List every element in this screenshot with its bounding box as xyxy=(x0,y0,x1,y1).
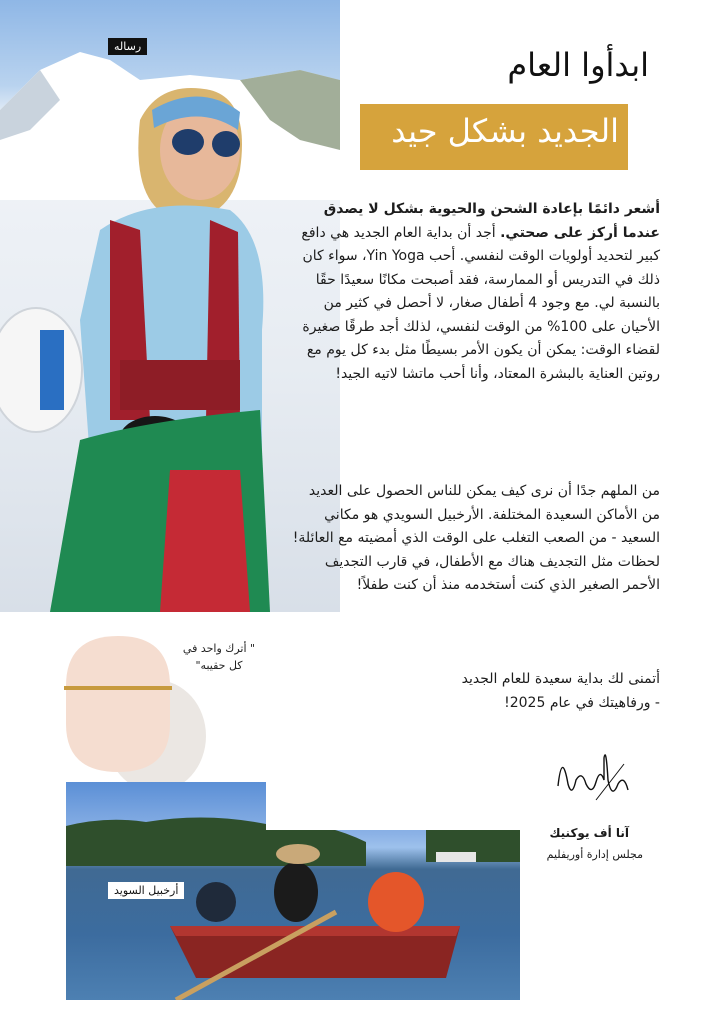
jar-caption: " أترك واحد في كل حقيبه" xyxy=(182,642,256,672)
hero-photo xyxy=(0,0,340,612)
page-title: ابدأوا العام xyxy=(507,46,649,84)
closing-line-1: أتمنى لك بداية سعيدة للعام الجديد xyxy=(461,671,660,687)
photo-tag: أرخبيل السويد xyxy=(108,882,184,899)
handwritten-signature xyxy=(552,740,632,816)
paragraph-lead: أشعر دائمًا بإعادة الشحن والحيوية بشكل لا يصدق عندما أركز على صحتي. xyxy=(323,201,660,241)
closing-line-2: - ورفاهيتك في عام 2025! xyxy=(504,694,660,711)
photo-tag: رساله xyxy=(108,38,147,55)
paragraph-body: أجد أن بداية العام الجديد هي دافع كبير لتحديد أولويات الوقت لنفسي. أحب Yin Yoga، سواء كان ذلك في التدريس أو الممارسة، فقد أصبحت مكانًا سعيدًا حقًا بالنسبة لي. مع وجود 4 أطفال صغار، لا أحصل في كثير من الأحيان على 100% من الوقت لنفسي، لذلك أجد طرقًا صغيرة لقضاء الوقت: يمكن أن يكون الأمر بسيطًا مثل بدء كل يوم مع روتين العناية بالبشرة المعتاد، وأنا أحب ماتشا لاتيه الجيد! xyxy=(301,224,660,382)
signature-role: مجلس إدارة أوريفليم xyxy=(546,848,643,861)
article-paragraph-2: من الملهم جدًا أن نرى كيف يمكن للناس الحصول على العديد من الأماكن السعيدة المختلفة. الأرخبيل السويدي هو مكاني السعيد - من الصعب التغلب على الوقت الذي أمضيته مع العائلة! لحظات مثل التجديف هناك مع الأطفال، في قارب التجديف الأحمر الصغير الذي كنت أستخدمه منذ أن كنت طفلاً! xyxy=(292,483,660,593)
signature-name: آنا أف يوكنيك xyxy=(549,826,629,840)
article-paragraph-3 xyxy=(292,668,660,715)
skier-illustration xyxy=(0,0,340,612)
page-subtitle: الجديد بشكل جيد xyxy=(391,112,619,150)
article-paragraph-1 xyxy=(292,198,660,386)
layout-cutout xyxy=(266,782,520,830)
